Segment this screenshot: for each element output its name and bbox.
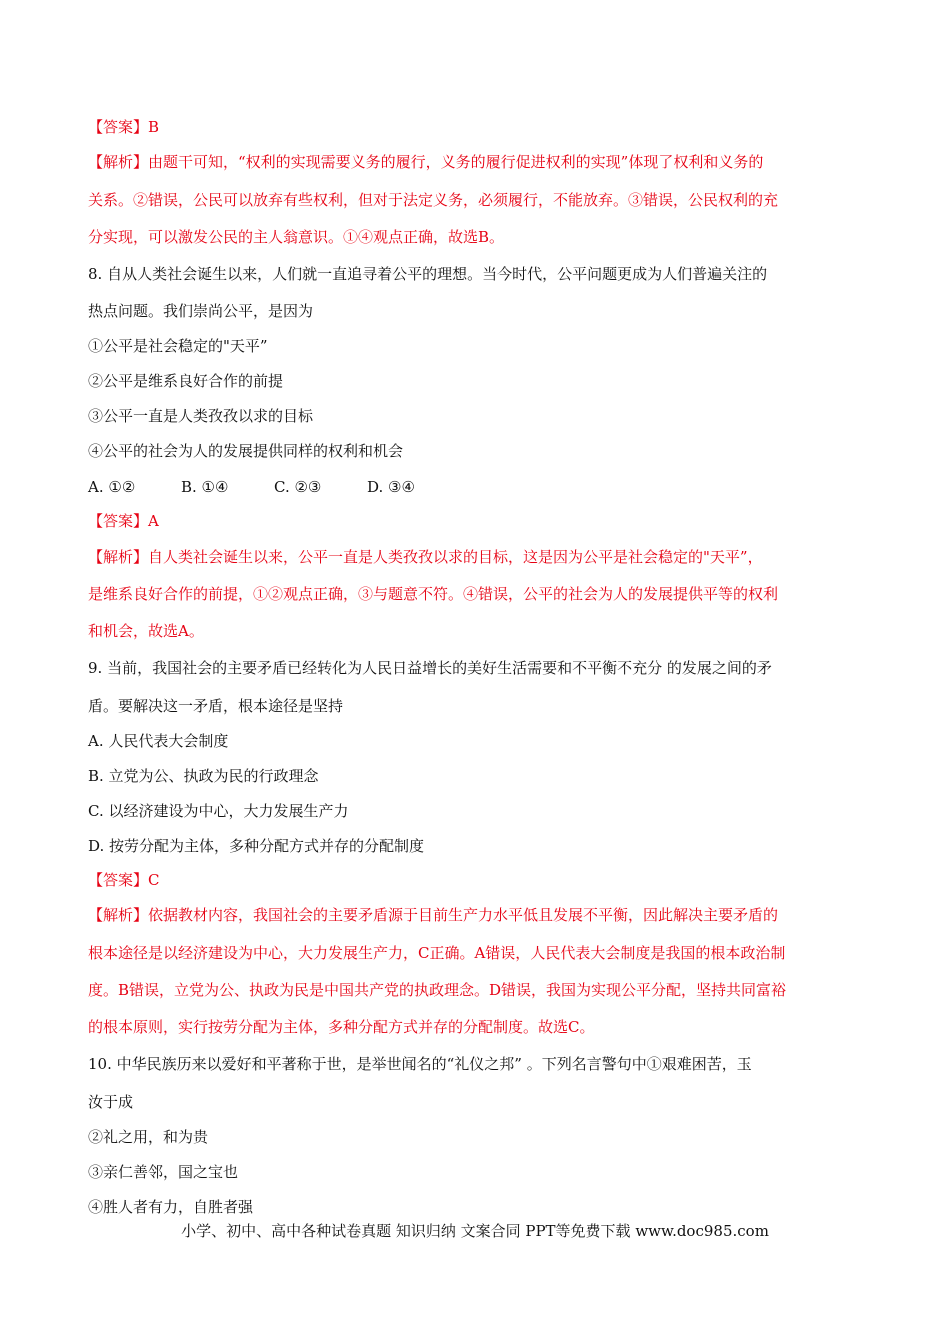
q8-analysis-line-2: 是维系良好合作的前提，①②观点正确，③与题意不符。④错误，公平的社会为人的发展提供平等的权利	[88, 585, 779, 603]
q8-stem-line-2: 热点问题。我们崇尚公平，是因为	[88, 302, 314, 320]
q10-item-2: ②礼之用，和为贵	[88, 1128, 209, 1146]
q8-answer: 【答案】A	[88, 512, 159, 530]
q8-options	[88, 477, 460, 497]
q7-analysis-line-2: 关系。②错误，公民可以放弃有些权利，但对于法定义务，必须履行，不能放弃。③错误，公民权利的充	[88, 191, 779, 209]
q8-item-2: ②公平是维系良好合作的前提	[88, 372, 284, 390]
q8-option-a: A. ①②	[88, 478, 136, 496]
q9-option-b: B. 立党为公、执政为民的行政理念	[88, 767, 319, 785]
q8-option-c: C. ②③	[274, 478, 322, 496]
q9-answer: 【答案】C	[88, 871, 160, 889]
q7-answer: 【答案】B	[88, 118, 160, 136]
q9-stem-line-1: 9. 当前，我国社会的主要矛盾已经转化为人民日益增长的美好生活需要和不平衡不充分 的发展之间的矛	[88, 659, 772, 677]
q10-item-3: ③亲仁善邻，国之宝也	[88, 1163, 239, 1181]
q9-option-a: A. 人民代表大会制度	[88, 732, 229, 750]
q8-item-3: ③公平一直是人类孜孜以求的目标	[88, 407, 314, 425]
q7-analysis-line-1: 【解析】由题干可知，“权利的实现需要义务的履行，义务的履行促进权利的实现”体现了权利和义务的	[88, 153, 764, 171]
q7-analysis-line-3: 分实现，可以激发公民的主人翁意识。①④观点正确，故选B。	[88, 228, 505, 246]
q9-option-d: D. 按劳分配为主体，多种分配方式并存的分配制度	[88, 837, 425, 855]
q9-stem-line-2: 盾。要解决这一矛盾，根本途径是坚持	[88, 697, 344, 715]
q10-item-4: ④胜人者有力，自胜者强	[88, 1198, 254, 1216]
q9-option-c: C. 以经济建设为中心，大力发展生产力	[88, 802, 349, 820]
q9-analysis-line-4: 的根本原则，实行按劳分配为主体，多种分配方式并存的分配制度。故选C。	[88, 1018, 595, 1036]
q9-analysis-line-3: 度。B错误，立党为公、执政为民是中国共产党的执政理念。D错误，我国为实现公平分配，坚持共同富裕	[88, 981, 787, 999]
q8-item-4: ④公平的社会为人的发展提供同样的权利和机会	[88, 442, 404, 460]
page-footer: 小学、初中、高中各种试卷真题 知识归纳 文案合同 PPT等免费下载 www.doc985.com	[181, 1222, 769, 1240]
q8-item-1: ①公平是社会稳定的"天平”	[88, 337, 268, 355]
q8-analysis-line-3: 和机会，故选A。	[88, 622, 204, 640]
q8-stem-line-1: 8. 自从人类社会诞生以来，人们就一直追寻着公平的理想。当今时代，公平问题更成为人们普遍关注的	[88, 265, 768, 283]
q9-analysis-line-1: 【解析】依据教材内容，我国社会的主要矛盾源于目前生产力水平低且发展不平衡，因此解决主要矛盾的	[88, 906, 779, 924]
q8-analysis-line-1: 【解析】自人类社会诞生以来，公平一直是人类孜孜以求的目标，这是因为公平是社会稳定的"天平”，	[88, 548, 763, 566]
q8-option-b: B. ①④	[181, 478, 229, 496]
q10-stem-line-1: 10. 中华民族历来以爱好和平著称于世，是举世闻名的“礼仪之邦” 。下列名言警句中①艰难困苦，玉	[88, 1055, 752, 1073]
q9-analysis-line-2: 根本途径是以经济建设为中心，大力发展生产力，C正确。A错误，人民代表大会制度是我国的根本政治制	[88, 944, 786, 962]
q8-option-d: D. ③④	[367, 478, 415, 496]
q10-stem-line-2: 汝于成	[88, 1093, 134, 1111]
